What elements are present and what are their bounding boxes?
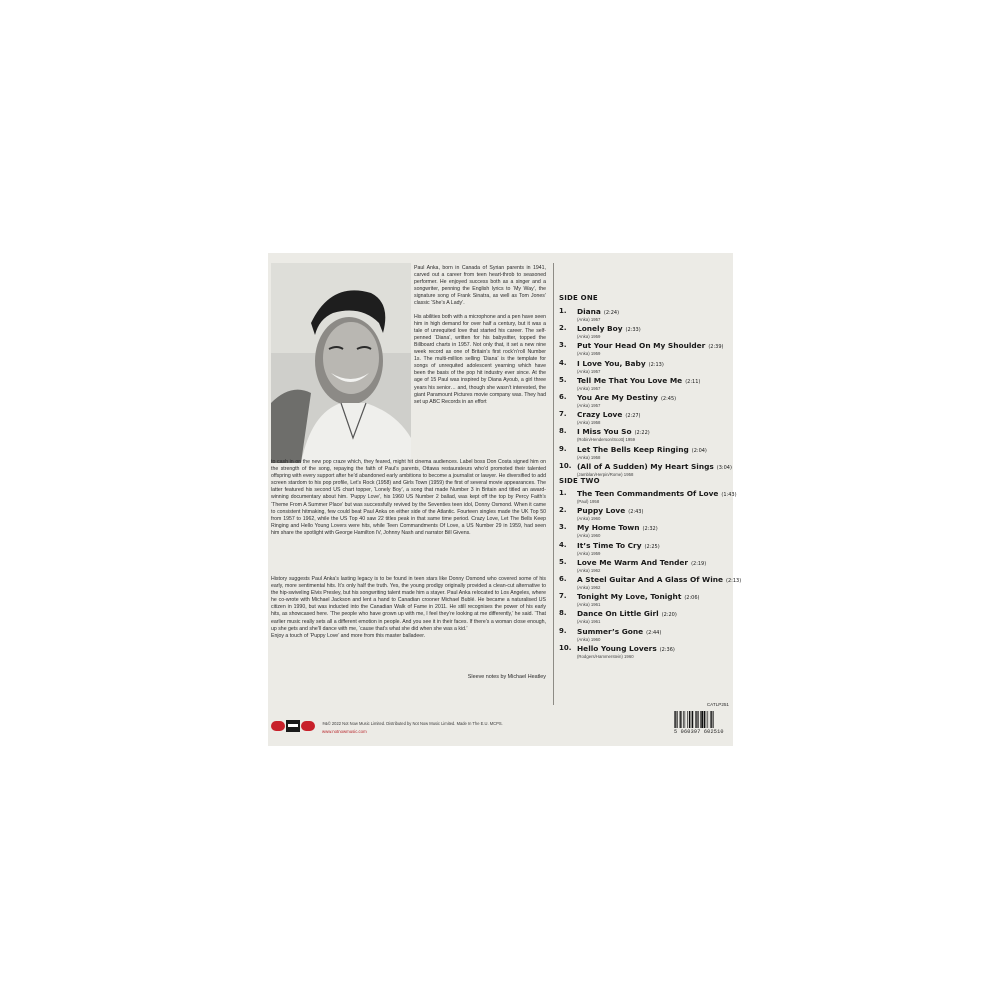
barcode-bar: [689, 711, 690, 728]
bio-paragraph: to cash in on the new pop craze which, they feared, might hit cinema audiences. Label boss Don Costa signed him on the strength of the song, repaying the faith of Paul’s parents, Ottawa restaurateurs who’d promoted their talented offspring with every support after he’d abandoned early ambitions to become a journalist or lawyer. He diversified to add screen stardom to his pop profile, Let’s Rock (1958) and Girls Town (1959) the first of several movie appearances. The latter featured his second US chart topper, ‘Lonely Boy’, a song that made Number 3 in Britain and titled an award-winning documentary about him. ‘Puppy Love’, his 1960 US Number 2 ballad, was kept off the top by Percy Faith’s ‘Theme From A Summer Place’ but was successfully revived by the Seventies teen idol, Donny Osmond. When it came to consistent hitmaking, few could beat Paul Anka on either side of the Atlantic. Fourteen singles made the UK Top 50 from 1957 to 1962, while the US Top 40 saw 22 titles peak in that same time period. Crazy Love, Let The Bells Keep Ringing and Hello Young Lovers were hits, while Teen Commandments Of Love, a US Number 29 in 1959, had seen him share the spotlight with George Hamilton IV, Johnny Nash and narrator Bill Givens.: [271, 459, 546, 536]
legal-notice: ℗&© 2022 Not Now Music Limited. Distributed by Not Now Music Limited. Made In The E.U. MCPS.: [322, 721, 503, 726]
side-one-tracklist: [559, 307, 732, 479]
track-number: 5.: [559, 375, 567, 384]
track-title-line: [577, 359, 664, 368]
track-item: [559, 359, 729, 376]
artist-portrait-illustration: [271, 263, 411, 463]
track-item: [559, 376, 729, 393]
bio-paragraph: Paul Anka, born in Canada of Syrian parents in 1941, carved out a career from teen heart-throb to seasoned performer. He enjoyed success both as a singer and a songwriter, penning the English lyrics to ‘My Way’, the signature song of Frank Sinatra, as well as Tom Jones’ classic ‘She’s A Lady’.: [414, 265, 546, 307]
track-number: 6.: [559, 574, 567, 583]
side-one-heading: SIDE ONE: [559, 294, 598, 302]
track-title-line: [577, 324, 641, 333]
track-title-line: [577, 592, 700, 601]
barcode-bar: [711, 711, 712, 728]
track-duration: (2:32): [642, 526, 658, 533]
track-item: [559, 644, 729, 661]
track-title: Summer’s Gone: [577, 626, 644, 636]
track-title: I Miss You So: [577, 427, 632, 437]
barcode-bar: [685, 711, 686, 728]
catalogue-number: CATLP251: [706, 702, 729, 707]
track-duration: (2:27): [625, 413, 641, 420]
track-title-line: [577, 307, 619, 316]
track-duration: (2:36): [659, 646, 675, 653]
track-item: [559, 427, 729, 444]
track-number: 8.: [559, 427, 567, 436]
track-credit: (Anka) 1961: [577, 619, 601, 625]
track-title-line: [577, 609, 677, 618]
track-credit: (Anka) 1960: [577, 516, 601, 522]
track-number: 10.: [559, 643, 572, 652]
track-title: Love Me Warm And Tender: [577, 557, 689, 567]
track-credit: (Jamblan/Herpin/Rome) 1958: [577, 471, 634, 477]
track-duration: (2:25): [644, 543, 660, 550]
track-number: 7.: [559, 592, 567, 601]
track-title: Dance On Little Girl: [577, 609, 659, 619]
track-title: The Teen Commandments Of Love: [577, 489, 719, 498]
track-duration: (2:44): [646, 629, 662, 636]
track-credit: (Anka) 1959: [577, 334, 601, 340]
track-title-line: [577, 341, 723, 350]
not-now-music-logo: [271, 719, 315, 733]
track-title-line: [577, 489, 737, 498]
barcode-bar: [687, 711, 688, 728]
barcode-bars: [674, 711, 729, 728]
track-item: [559, 489, 737, 506]
track-number: 3.: [559, 523, 567, 532]
track-credit: (Anka) 1961: [577, 602, 601, 608]
track-item: [559, 541, 729, 558]
track-number: 4.: [559, 358, 567, 367]
track-duration: (2:24): [603, 310, 620, 316]
track-duration: (2:13): [726, 577, 742, 584]
track-item: [559, 609, 729, 626]
barcode-bar: [710, 711, 711, 728]
barcode-bar: [681, 711, 682, 728]
track-title: Put Your Head On My Shoulder: [577, 341, 706, 351]
track-number: 2.: [559, 324, 567, 333]
track-title: (All of A Sudden) My Heart Sings: [577, 461, 714, 471]
track-item: [559, 592, 729, 609]
barcode-bar: [683, 711, 684, 728]
track-number: 8.: [559, 609, 567, 618]
barcode-bar: [695, 711, 696, 728]
track-title-line: [577, 393, 676, 402]
column-divider: [553, 263, 554, 705]
bio-text-column: [414, 265, 546, 412]
bio-paragraph: His abilities both with a microphone and a pen have seen him in high demand for over half a century, but it was a tale of unrequited love that started his career. The self-penned ‘Diana’, written for his babysitter, topped the Billboard charts in 1957. Not only that, it set a new nine week record as one of Britain’s first rock’n’roll Number 1s. The multi-million selling ‘Diana’ is the template for songs of unrequited adolescent yearning which have been the basis of the pop hit industry ever since. At the age of 15 Paul was inspired by Diana Ayoub, a girl three years his senior… and, though she wasn’t interested, the giant Paramount Pictures movie company was. They had set up ABC Records in an effort: [414, 313, 546, 405]
track-duration: (2:11): [685, 378, 701, 385]
back-cover-sleeve: [268, 253, 742, 746]
track-title-line: [577, 541, 660, 550]
barcode-bar: [692, 711, 693, 728]
track-credit: (Anka) 1960: [577, 636, 601, 642]
artist-portrait-photo: [271, 263, 411, 463]
barcode-bar: [700, 711, 701, 728]
barcode-bar: [706, 711, 707, 728]
side-two-heading: SIDE TWO: [559, 477, 600, 485]
track-title: Tonight My Love, Tonight: [577, 592, 682, 602]
barcode: [674, 711, 729, 735]
track-title: Crazy Love: [577, 410, 623, 420]
track-title-line: [577, 523, 658, 532]
track-duration: (2:43): [628, 509, 644, 516]
track-number: 1.: [559, 307, 567, 315]
track-duration: (2:13): [648, 361, 664, 368]
track-item: [559, 445, 729, 462]
bio-text-legacy: [271, 576, 546, 646]
track-item: [559, 506, 729, 523]
track-credit: (Anka) 1958: [577, 420, 601, 426]
track-duration: (2:33): [625, 327, 641, 334]
track-duration: (2:19): [691, 560, 707, 567]
barcode-bar: [675, 711, 676, 728]
track-credit: (Anka) 1960: [577, 533, 601, 539]
track-item: [559, 574, 742, 592]
track-credit: (Anka) 1957: [577, 317, 601, 322]
track-number: 6.: [559, 392, 567, 401]
track-title: Diana: [577, 307, 601, 316]
track-number: 4.: [559, 540, 567, 549]
bio-paragraph: History suggests Paul Anka’s lasting legacy is to be found in teen stars like Donny Osmond who covered some of his early, more sentimental hits. It’s only half the truth. Yes, the young prodigy originally provided a clean-cut alternative to the hip-swiveling Elvis Presley, but his songwriting talent made him a stayer. Paul Anka relocated to Los Angeles, where he co-wrote with Michael Jackson and lent a hand to Canadian crooner Michael Bublé. He became a naturalised US citizen in 1990, but was inducted into the Canadian Walk of Fame in 2011. He still recognises the power of his early hits, as showcased here. ‘The people who have grown up with me, I feel they’re looking at me differently,’ he said. ‘That earlier music really sets all a different emotion in people. And you see it in their faces. If there’s a woman close enough, up she gets and she’ll dance with me, ‘cause that’s what she did when she was a kid.’: [271, 576, 546, 632]
barcode-bar: [713, 711, 714, 728]
track-number: 5.: [559, 557, 567, 566]
track-credit: (Paul) 1958: [577, 499, 600, 504]
track-duration: (2:39): [708, 344, 724, 351]
track-duration: (2:04): [691, 447, 707, 454]
track-credit: (Anka) 1962: [577, 584, 601, 590]
barcode-bar: [680, 711, 681, 728]
barcode-bar: [691, 711, 692, 728]
side-two-tracklist: [559, 489, 742, 661]
track-title: Puppy Love: [577, 506, 626, 516]
track-duration: (2:20): [661, 612, 677, 619]
sleeve-notes-credit: Sleeve notes by Michael Heatley: [467, 674, 546, 680]
track-item: [559, 324, 729, 341]
track-title: Let The Bells Keep Ringing: [577, 444, 689, 454]
track-credit: (Anka) 1959: [577, 351, 601, 357]
track-credit: (Robin/Henderson/Scott) 1959: [577, 437, 636, 443]
barcode-bar: [696, 711, 697, 728]
track-credit: (Anka) 1957: [577, 368, 601, 374]
barcode-bar: [707, 711, 708, 728]
track-title: You Are My Destiny: [577, 392, 658, 402]
track-credit: (Anka) 1957: [577, 385, 601, 391]
track-title-line: [577, 427, 650, 436]
track-number: 3.: [559, 341, 567, 350]
track-title-line: [577, 558, 706, 567]
track-item: [559, 627, 729, 644]
track-credit: (Anka) 1962: [577, 567, 601, 573]
track-duration: (2:22): [634, 430, 650, 437]
track-title-line: [577, 376, 700, 385]
track-title: It’s Time To Cry: [577, 540, 642, 550]
track-title-line: [577, 627, 661, 636]
track-duration: (2:06): [684, 595, 700, 602]
track-number: 1.: [559, 489, 567, 497]
track-credit: (Anka) 1957: [577, 402, 601, 408]
track-title-line: [577, 445, 707, 454]
track-number: 2.: [559, 506, 567, 515]
track-item: [559, 341, 729, 358]
track-title-line: [577, 410, 641, 419]
track-title: Hello Young Lovers: [577, 643, 657, 653]
track-number: 9.: [559, 626, 567, 635]
track-item: [559, 393, 729, 410]
track-item: [559, 558, 729, 575]
track-duration: (2:45): [660, 395, 677, 402]
track-title-line: [577, 575, 741, 584]
track-title-line: [577, 644, 675, 653]
barcode-bar: [704, 711, 705, 728]
track-title: Tell Me That You Love Me: [577, 375, 683, 385]
track-duration: (1:43): [721, 492, 737, 498]
track-title: A Steel Guitar And A Glass Of Wine: [577, 574, 724, 584]
track-number: 10.: [559, 461, 572, 470]
track-number: 9.: [559, 444, 567, 453]
barcode-bar: [674, 711, 675, 728]
track-title: My Home Town: [577, 523, 640, 533]
track-number: 7.: [559, 410, 567, 419]
track-title: I Love You, Baby: [577, 358, 646, 368]
track-credit: (Rodgers/Hammerstein) 1960: [577, 653, 634, 659]
track-credit: (Anka) 1959: [577, 550, 601, 556]
track-title: Lonely Boy: [577, 324, 623, 334]
track-title-line: [577, 506, 643, 515]
label-website: www.notnowmusic.com: [322, 729, 367, 734]
bio-text-continued: [271, 459, 546, 543]
track-duration: (3:04): [716, 464, 732, 471]
track-item: [559, 307, 729, 324]
track-item: [559, 523, 729, 540]
bio-paragraph: Enjoy a touch of ‘Puppy Love’ and more from this master balladeer.: [271, 632, 426, 639]
barcode-bar: [677, 711, 678, 728]
barcode-number: 5 060397 602510: [674, 729, 724, 735]
track-item: [559, 410, 729, 427]
barcode-bar: [698, 711, 699, 728]
track-credit: (Anka) 1958: [577, 454, 601, 460]
track-title-line: [577, 462, 732, 471]
barcode-bar: [701, 711, 703, 728]
